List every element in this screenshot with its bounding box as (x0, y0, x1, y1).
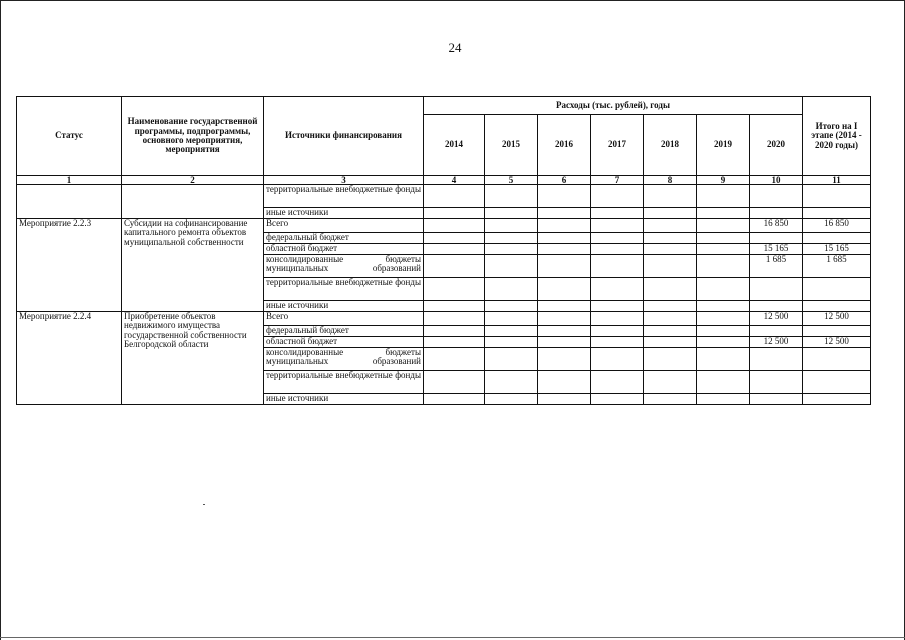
source-cell: иные источники (264, 208, 424, 219)
column-number: 9 (697, 176, 750, 185)
column-number: 3 (264, 176, 424, 185)
name-cell (122, 185, 264, 219)
value-2020 (750, 371, 803, 394)
name-cell: Приобретение объектов недвижимого имущества государственной собственности Белгородской области (122, 312, 264, 405)
value-total (803, 233, 871, 244)
source-cell: Всего (264, 219, 424, 233)
status-cell: Мероприятие 2.2.3 (17, 219, 122, 312)
source-cell: консолидированные бюджеты муниципальных образований (264, 255, 424, 278)
table-row (17, 185, 871, 208)
source-cell: территориальные внебюджетные фонды (264, 185, 424, 208)
table-row (17, 312, 871, 326)
header-year: 2019 (697, 115, 750, 176)
column-number: 8 (644, 176, 697, 185)
source-cell: иные источники (264, 301, 424, 312)
column-number: 2 (122, 176, 264, 185)
scan-border-bottom (0, 637, 905, 638)
column-number: 4 (424, 176, 485, 185)
column-number: 1 (17, 176, 122, 185)
value-total (803, 278, 871, 301)
value-total: 12 500 (803, 337, 871, 348)
value-total: 15 165 (803, 244, 871, 255)
header-year: 2020 (750, 115, 803, 176)
header-year: 2014 (424, 115, 485, 176)
header-year: 2015 (485, 115, 538, 176)
value-total (803, 348, 871, 371)
name-cell: Субсидии на софинансирование капитального ремонта объектов муниципальной собственности (122, 219, 264, 312)
value-2020 (750, 394, 803, 405)
value-2020: 1 685 (750, 255, 803, 278)
budget-table (16, 96, 871, 405)
value-2020: 12 500 (750, 312, 803, 326)
value-2020: 16 850 (750, 219, 803, 233)
value-total: 12 500 (803, 312, 871, 326)
table-row (17, 219, 871, 233)
header-sources: Источники финансирования (264, 97, 424, 176)
source-cell: федеральный бюджет (264, 326, 424, 337)
source-cell: иные источники (264, 394, 424, 405)
value-2020 (750, 301, 803, 312)
value-total (803, 371, 871, 394)
source-cell: областной бюджет (264, 244, 424, 255)
column-number: 5 (485, 176, 538, 185)
header-year: 2016 (538, 115, 591, 176)
value-total (803, 326, 871, 337)
page-number: 24 (448, 40, 462, 55)
header-name: Наименование государственной программы, подпрограммы, основного мероприятия, мероприятия (122, 97, 264, 176)
source-cell: областной бюджет (264, 337, 424, 348)
column-number: 6 (538, 176, 591, 185)
header-year: 2017 (591, 115, 644, 176)
source-cell: консолидированные бюджеты муниципальных образований (264, 348, 424, 371)
value-2020 (750, 233, 803, 244)
header-year: 2018 (644, 115, 697, 176)
value-2020 (750, 348, 803, 371)
header-expenses: Расходы (тыс. рублей), годы (424, 97, 803, 115)
source-cell: федеральный бюджет (264, 233, 424, 244)
value-2020: 12 500 (750, 337, 803, 348)
scan-border-left (0, 0, 1, 640)
header-total: Итого на I этапе (2014 - 2020 годы) (803, 97, 871, 176)
status-cell (17, 185, 122, 219)
value-2020 (750, 278, 803, 301)
source-cell: территориальные внебюджетные фонды (264, 278, 424, 301)
value-total (803, 394, 871, 405)
source-cell: территориальные внебюджетные фонды (264, 371, 424, 394)
scan-speck (203, 504, 205, 505)
column-number: 7 (591, 176, 644, 185)
value-total: 1 685 (803, 255, 871, 278)
header-status: Статус (17, 97, 122, 176)
value-2020: 15 165 (750, 244, 803, 255)
scan-border-top (0, 0, 905, 1)
source-cell: Всего (264, 312, 424, 326)
value-total (803, 301, 871, 312)
value-2020 (750, 326, 803, 337)
value-total: 16 850 (803, 219, 871, 233)
status-cell: Мероприятие 2.2.4 (17, 312, 122, 405)
column-number: 11 (803, 176, 871, 185)
column-number: 10 (750, 176, 803, 185)
